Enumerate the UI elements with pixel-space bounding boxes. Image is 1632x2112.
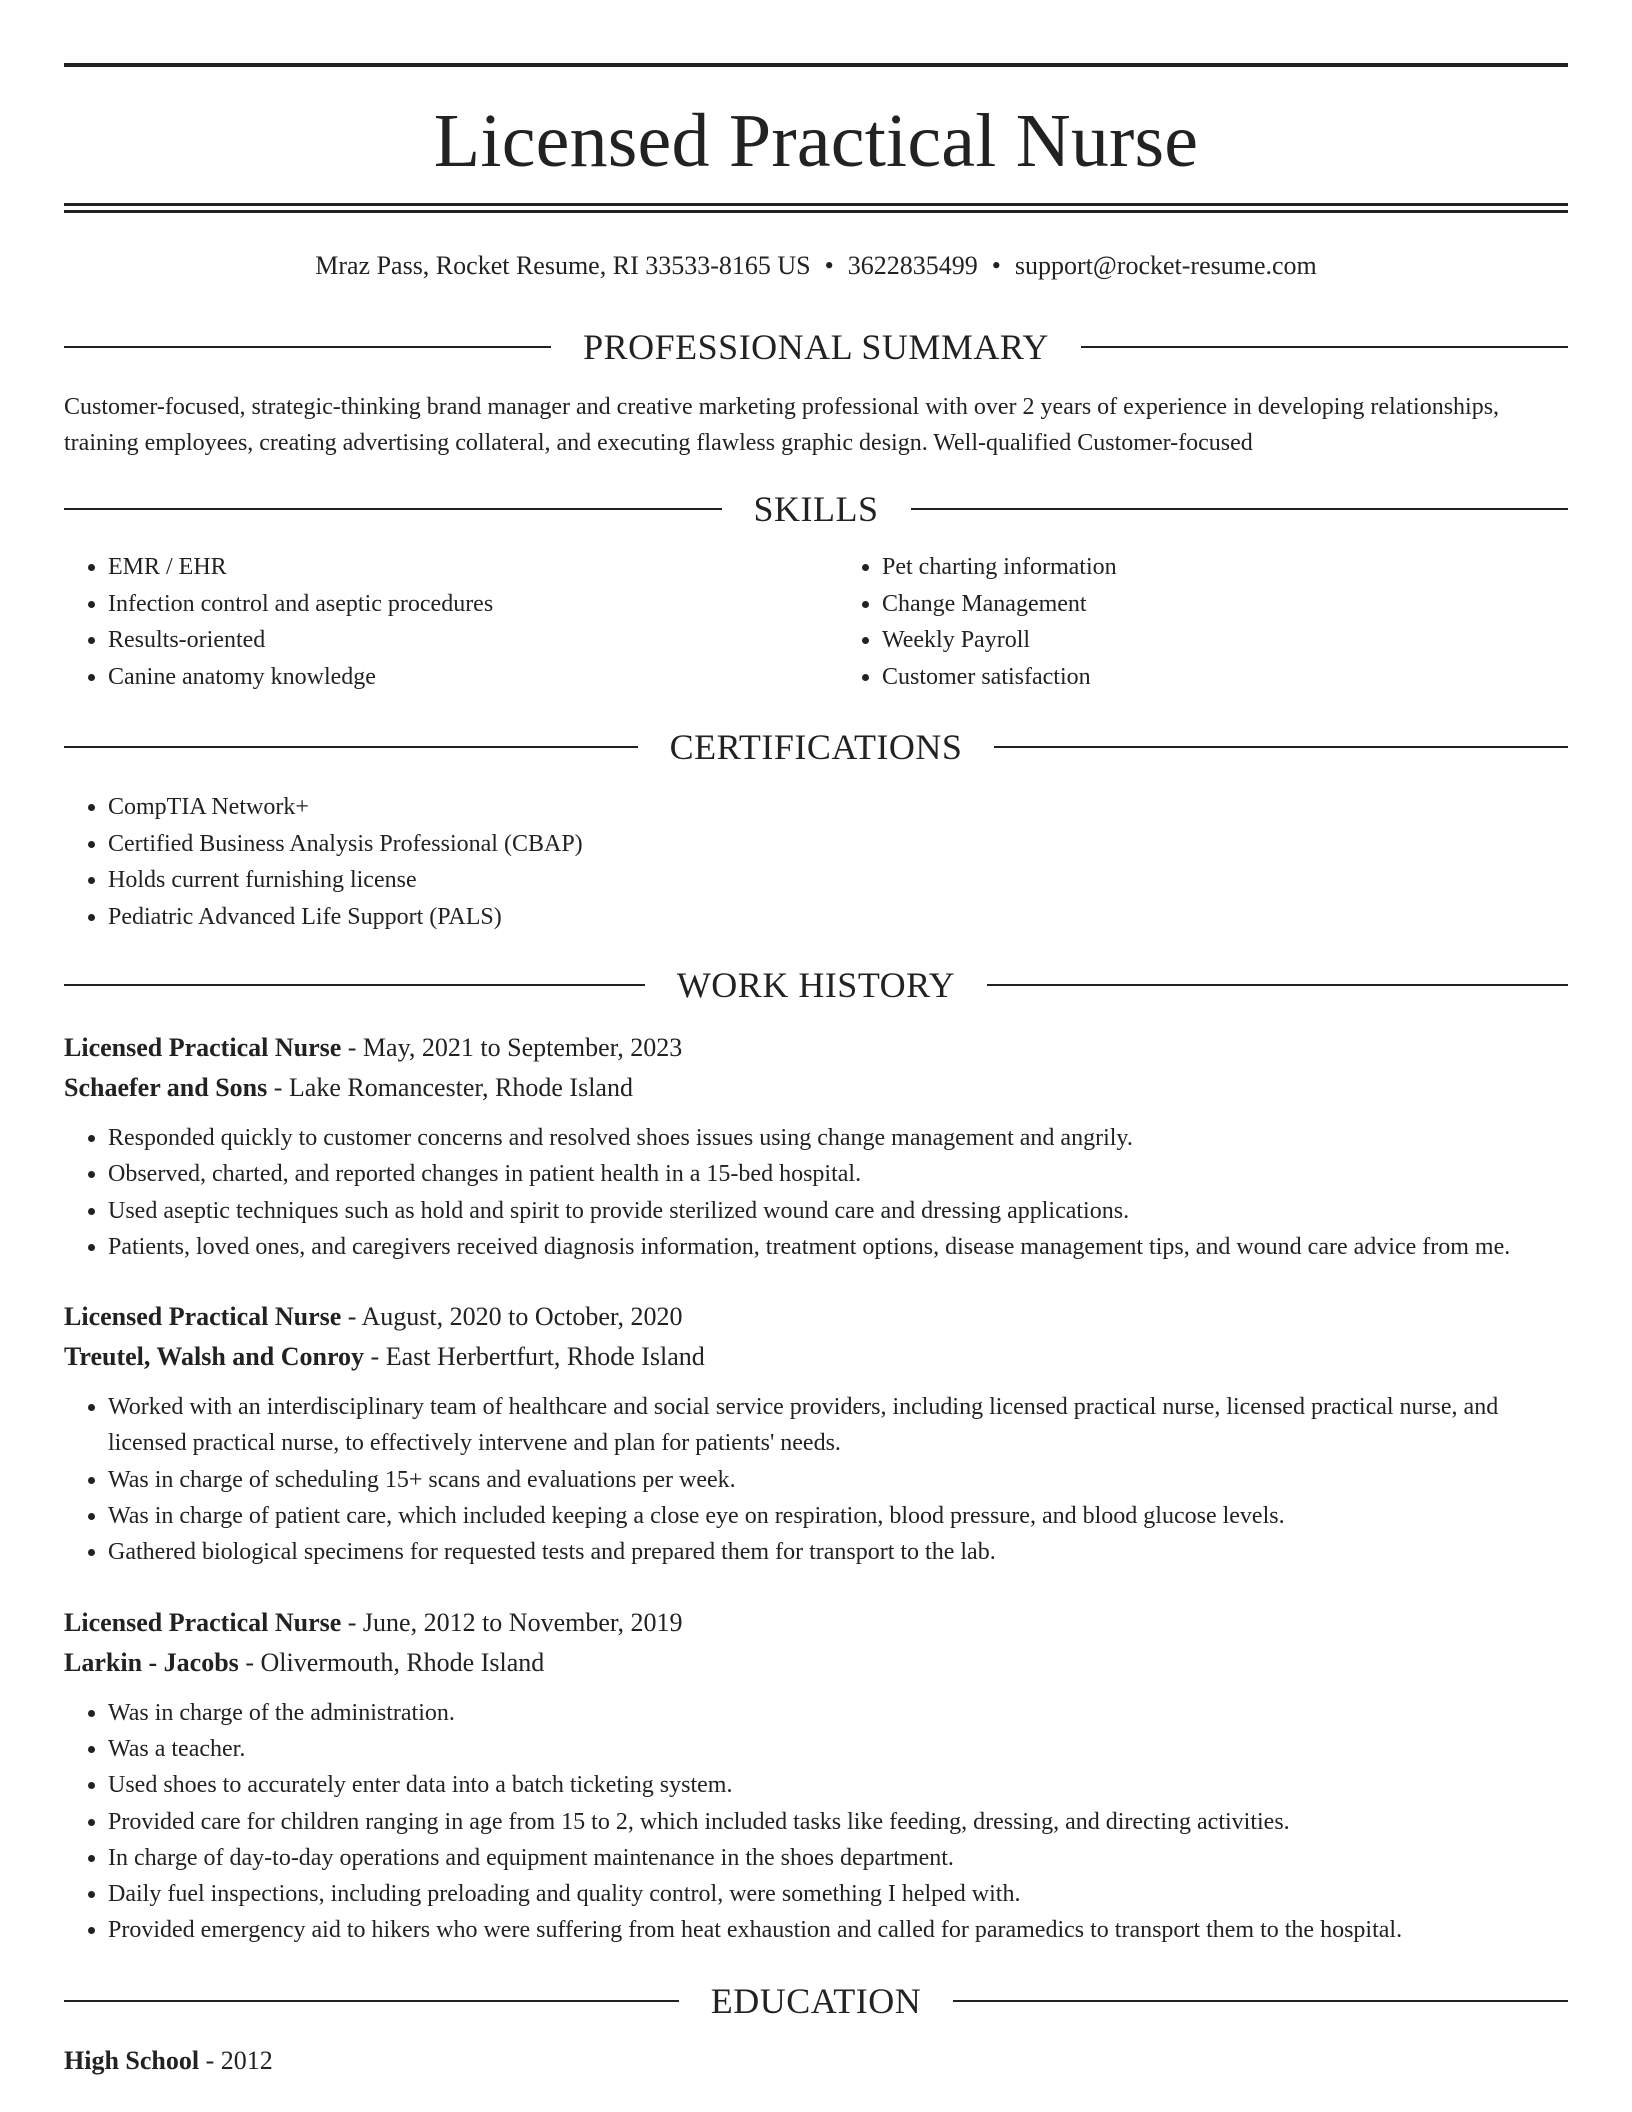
job-bullet: • Gathered biological specimens for requested tests and prepared them for transport to the lab. — [108, 1534, 1568, 1570]
section-title: EDUCATION — [710, 1980, 922, 2021]
job-company-line — [64, 1643, 1568, 1683]
job-bullet: • In charge of day-to-day operations and equipment maintenance in the shoes department. — [108, 1840, 1568, 1876]
job-title: Licensed Practical Nurse — [64, 1607, 342, 1637]
job-bullet: • Used shoes to accurately enter data into a batch ticketing system. — [108, 1767, 1568, 1803]
education-degree: High School — [64, 2045, 200, 2075]
heading-rule-left — [64, 2000, 679, 2002]
heading-rule-left — [64, 346, 551, 348]
skill-item: • Customer satisfaction — [882, 659, 1568, 696]
job-entry — [64, 1297, 1568, 1570]
skill-item: • Change Management — [882, 586, 1568, 623]
section-heading-work-history — [64, 965, 1568, 1005]
job-bullet: • Was a teacher. — [108, 1731, 1568, 1767]
job-bullet: • Responded quickly to customer concerns and resolved shoes issues using change management and angrily. — [108, 1120, 1568, 1156]
job-bullet: • Worked with an interdisciplinary team of healthcare and social service providers, including licensed practical nurse, licensed practical nurse, and licensed practical nurse, to effectively intervene and plan for patients' needs. — [108, 1389, 1568, 1462]
job-location: - Olivermouth, Rhode Island — [238, 1647, 545, 1677]
skill-item: • Pet charting information — [882, 549, 1568, 586]
contact-line — [64, 251, 1568, 281]
job-company: Larkin - Jacobs — [64, 1647, 239, 1677]
education-year: - 2012 — [199, 2045, 273, 2075]
section-heading-education — [64, 1981, 1568, 2021]
skill-item: • EMR / EHR — [108, 549, 838, 586]
summary-text: Customer-focused, strategic-thinking brand manager and creative marketing professional with over 2 years of experience in developing relationships, training employees, creating advertising collateral, and executing flawless graphic design. Well-qualified Customer-focused — [64, 394, 1500, 456]
heading-rule-left — [64, 984, 645, 986]
candidate-name: Licensed Practical Nurse — [433, 99, 1199, 183]
contact-separator: • — [824, 251, 834, 280]
job-title-line — [64, 1028, 1568, 1068]
section-heading-certifications — [64, 727, 1568, 767]
section-title: SKILLS — [753, 489, 879, 529]
certification-item: • Certified Business Analysis Professional (CBAP) — [108, 826, 1568, 863]
job-company: Schaefer and Sons — [64, 1073, 268, 1102]
job-location: - East Herbertfurt, Rhode Island — [364, 1342, 705, 1372]
skill-item: • Results-oriented — [108, 622, 838, 659]
header-double-rule — [64, 203, 1568, 213]
heading-rule-left — [64, 746, 638, 748]
certification-item: • Holds current furnishing license — [108, 862, 1568, 899]
heading-rule-left — [64, 508, 722, 510]
skills-list — [64, 549, 1568, 695]
heading-rule-right — [911, 508, 1569, 510]
job-bullets — [64, 1120, 1568, 1265]
job-location: - Lake Romancester, Rhode Island — [267, 1073, 633, 1102]
contact-separator: • — [991, 251, 1001, 280]
heading-rule-right — [953, 2000, 1568, 2002]
heading-rule-right — [1081, 346, 1568, 348]
job-dates: - August, 2020 to October, 2020 — [341, 1302, 683, 1332]
job-bullet: • Was in charge of scheduling 15+ scans and evaluations per week. — [108, 1462, 1568, 1498]
contact-email: support@rocket-resume.com — [1014, 251, 1317, 280]
section-title: WORK HISTORY — [676, 965, 956, 1005]
contact-phone: 3622835499 — [847, 251, 978, 280]
job-bullets — [64, 1695, 1568, 1949]
skill-item: • Canine anatomy knowledge — [108, 659, 838, 696]
job-company: Treutel, Walsh and Conroy — [64, 1342, 365, 1372]
job-bullet: • Used aseptic techniques such as hold and spirit to provide sterilized wound care and dressing applications. — [108, 1193, 1568, 1229]
job-bullet: • Daily fuel inspections, including preloading and quality control, were something I helped with. — [108, 1876, 1568, 1912]
section-heading-summary — [64, 327, 1568, 367]
job-entry — [64, 1603, 1568, 1949]
job-title: Licensed Practical Nurse — [64, 1033, 342, 1062]
job-bullet: • Patients, loved ones, and caregivers received diagnosis information, treatment options, disease management tips, and wound care advice from me. — [108, 1229, 1568, 1265]
job-company-line — [64, 1337, 1568, 1377]
heading-rule-right — [987, 984, 1568, 986]
job-bullet: • Was in charge of patient care, which included keeping a close eye on respiration, blood pressure, and blood glucose levels. — [108, 1498, 1568, 1534]
certification-item: • CompTIA Network+ — [108, 789, 1568, 826]
job-dates: - May, 2021 to September, 2023 — [341, 1033, 683, 1062]
section-title: PROFESSIONAL SUMMARY — [583, 327, 1049, 367]
skill-item: • Infection control and aseptic procedures — [108, 586, 838, 623]
job-bullet: • Provided care for children ranging in age from 15 to 2, which included tasks like feeding, dressing, and directing activities. — [108, 1804, 1568, 1840]
section-title: CERTIFICATIONS — [669, 727, 963, 767]
job-bullet: • Provided emergency aid to hikers who were suffering from heat exhaustion and called for paramedics to transport them to the hospital. — [108, 1912, 1568, 1948]
contact-address: Mraz Pass, Rocket Resume, RI 33533-8165 US — [315, 251, 811, 280]
education-entry — [64, 2041, 1568, 2081]
skills-column-right — [838, 549, 1568, 695]
job-company-line — [64, 1068, 1568, 1108]
skill-item: • Weekly Payroll — [882, 622, 1568, 659]
job-bullet: • Observed, charted, and reported changes in patient health in a 15-bed hospital. — [108, 1156, 1568, 1192]
skills-column-left — [64, 549, 838, 695]
job-dates: - June, 2012 to November, 2019 — [341, 1607, 683, 1637]
certifications-list — [64, 789, 1568, 935]
job-bullets — [64, 1389, 1568, 1570]
job-title-line — [64, 1603, 1568, 1643]
certification-item: • Pediatric Advanced Life Support (PALS) — [108, 899, 1568, 936]
section-heading-skills — [64, 489, 1568, 529]
resume-content — [64, 63, 1568, 2081]
job-title: Licensed Practical Nurse — [64, 1302, 342, 1332]
job-bullet: • Was in charge of the administration. — [108, 1695, 1568, 1731]
job-entry — [64, 1028, 1568, 1265]
top-rule — [64, 63, 1568, 67]
heading-rule-right — [994, 746, 1568, 748]
job-title-line — [64, 1297, 1568, 1337]
